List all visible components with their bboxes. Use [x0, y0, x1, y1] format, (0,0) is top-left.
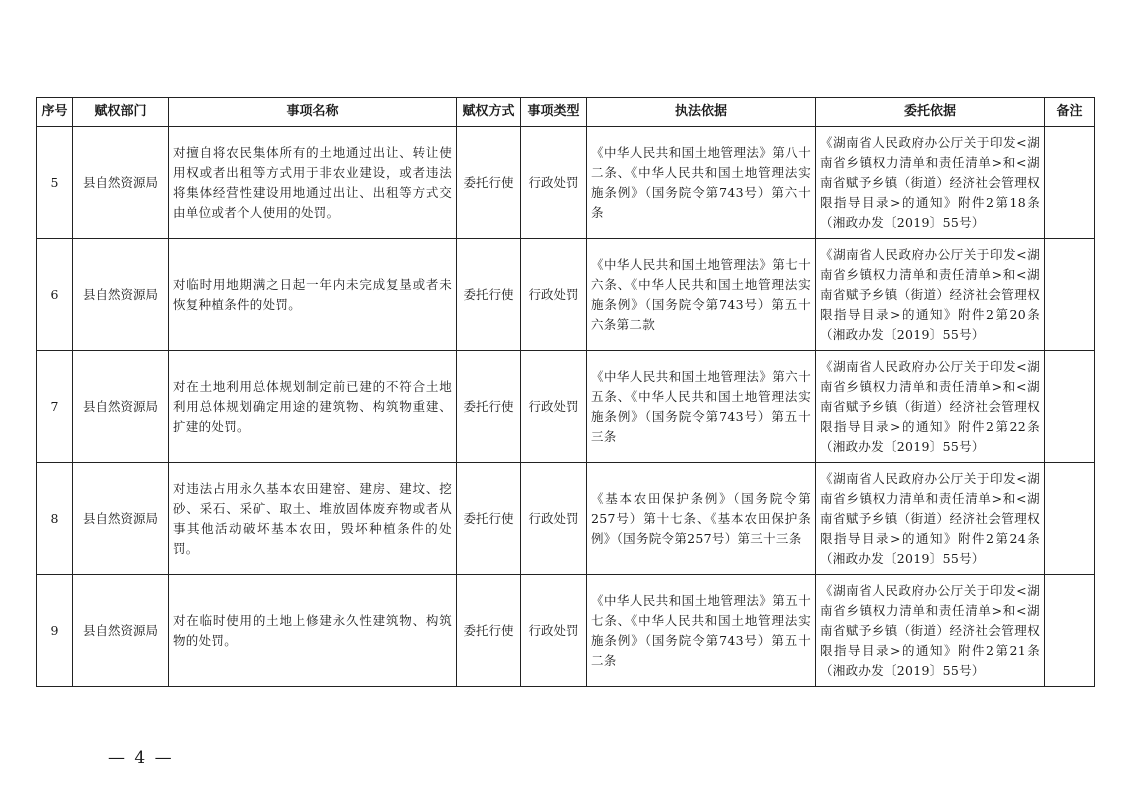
- row-note: [1045, 575, 1095, 687]
- header-seq: 序号: [37, 98, 73, 127]
- row-seq: 9: [37, 575, 73, 687]
- row-type: 行政处罚: [521, 575, 587, 687]
- row-note: [1045, 239, 1095, 351]
- row-entrust: 《湖南省人民政府办公厅关于印发<湖南省乡镇权力清单和责任清单>和<湖南省赋予乡镇（街道）经济社会管理权限指导目录>的通知》附件2第21条（湘政办发〔2019〕55号）: [816, 575, 1045, 687]
- row-mode: 委托行使: [457, 127, 521, 239]
- row-mode: 委托行使: [457, 351, 521, 463]
- page-number: — 4 —: [108, 748, 174, 768]
- row-entrust: 《湖南省人民政府办公厅关于印发<湖南省乡镇权力清单和责任清单>和<湖南省赋予乡镇（街道）经济社会管理权限指导目录>的通知》附件2第20条（湘政办发〔2019〕55号）: [816, 239, 1045, 351]
- row-dept: 县自然资源局: [73, 239, 169, 351]
- table-row: [37, 351, 1095, 463]
- row-mode: 委托行使: [457, 239, 521, 351]
- row-basis: 《中华人民共和国土地管理法》第五十七条、《中华人民共和国土地管理法实施条例》（国务院令第743号）第五十二条: [587, 575, 816, 687]
- header-dept: 赋权部门: [73, 98, 169, 127]
- row-item: 对在临时使用的土地上修建永久性建筑物、构筑物的处罚。: [169, 575, 457, 687]
- row-item: 对在土地利用总体规划制定前已建的不符合土地利用总体规划确定用途的建筑物、构筑物重建、扩建的处罚。: [169, 351, 457, 463]
- row-basis: 《中华人民共和国土地管理法》第八十二条、《中华人民共和国土地管理法实施条例》（国务院令第743号）第六十条: [587, 127, 816, 239]
- header-type: 事项类型: [521, 98, 587, 127]
- row-basis: 《基本农田保护条例》（国务院令第257号）第十七条、《基本农田保护条例》（国务院令第257号）第三十三条: [587, 463, 816, 575]
- row-item: 对违法占用永久基本农田建窑、建房、建坟、挖砂、采石、采矿、取土、堆放固体废弃物或者从事其他活动破坏基本农田，毁坏种植条件的处罚。: [169, 463, 457, 575]
- row-note: [1045, 463, 1095, 575]
- row-note: [1045, 127, 1095, 239]
- table-row: [37, 127, 1095, 239]
- row-dept: 县自然资源局: [73, 575, 169, 687]
- row-basis: 《中华人民共和国土地管理法》第六十五条、《中华人民共和国土地管理法实施条例》（国务院令第743号）第五十三条: [587, 351, 816, 463]
- row-note: [1045, 351, 1095, 463]
- row-item: 对临时用地期满之日起一年内未完成复垦或者未恢复种植条件的处罚。: [169, 239, 457, 351]
- row-mode: 委托行使: [457, 575, 521, 687]
- table-row: [37, 575, 1095, 687]
- row-type: 行政处罚: [521, 463, 587, 575]
- row-mode: 委托行使: [457, 463, 521, 575]
- row-basis: 《中华人民共和国土地管理法》第七十六条、《中华人民共和国土地管理法实施条例》（国务院令第743号）第五十六条第二款: [587, 239, 816, 351]
- row-seq: 6: [37, 239, 73, 351]
- row-entrust: 《湖南省人民政府办公厅关于印发<湖南省乡镇权力清单和责任清单>和<湖南省赋予乡镇（街道）经济社会管理权限指导目录>的通知》附件2第22条（湘政办发〔2019〕55号）: [816, 351, 1045, 463]
- row-type: 行政处罚: [521, 351, 587, 463]
- header-entrust: 委托依据: [816, 98, 1045, 127]
- row-item: 对擅自将农民集体所有的土地通过出让、转让使用权或者出租等方式用于非农业建设，或者违法将集体经营性建设用地通过出让、出租等方式交由单位或者个人使用的处罚。: [169, 127, 457, 239]
- row-type: 行政处罚: [521, 239, 587, 351]
- row-seq: 8: [37, 463, 73, 575]
- row-dept: 县自然资源局: [73, 351, 169, 463]
- row-entrust: 《湖南省人民政府办公厅关于印发<湖南省乡镇权力清单和责任清单>和<湖南省赋予乡镇（街道）经济社会管理权限指导目录>的通知》附件2第24条（湘政办发〔2019〕55号）: [816, 463, 1045, 575]
- row-type: 行政处罚: [521, 127, 587, 239]
- row-seq: 5: [37, 127, 73, 239]
- authority-table: [36, 97, 1095, 687]
- header-mode: 赋权方式: [457, 98, 521, 127]
- header-item: 事项名称: [169, 98, 457, 127]
- row-dept: 县自然资源局: [73, 463, 169, 575]
- row-dept: 县自然资源局: [73, 127, 169, 239]
- header-note: 备注: [1045, 98, 1095, 127]
- row-entrust: 《湖南省人民政府办公厅关于印发<湖南省乡镇权力清单和责任清单>和<湖南省赋予乡镇（街道）经济社会管理权限指导目录>的通知》附件2第18条（湘政办发〔2019〕55号）: [816, 127, 1045, 239]
- header-basis: 执法依据: [587, 98, 816, 127]
- row-seq: 7: [37, 351, 73, 463]
- header-row: [37, 98, 1095, 127]
- table-row: [37, 463, 1095, 575]
- table-row: [37, 239, 1095, 351]
